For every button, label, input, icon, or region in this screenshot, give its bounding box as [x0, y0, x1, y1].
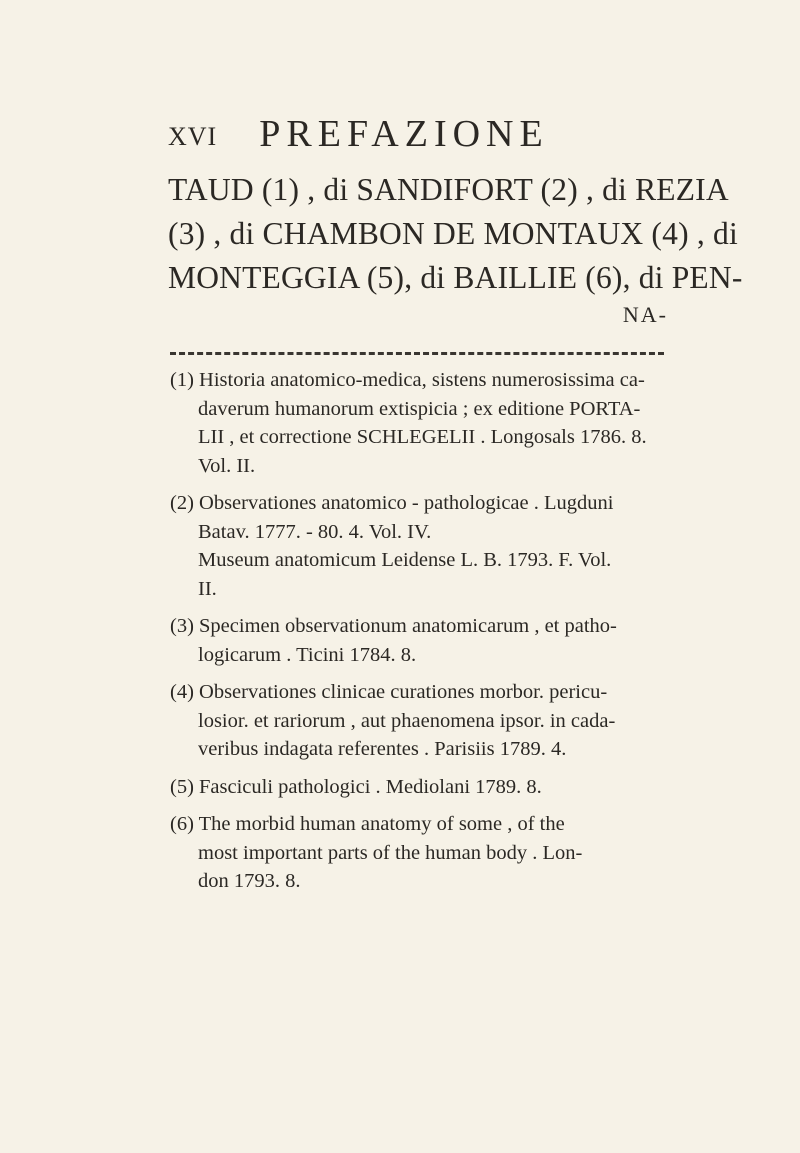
text-line: MONTEGGIA (5), di BAILLIE (6), di PEN-: [168, 260, 743, 295]
footnote-line: Museum anatomicum Leidense L. B. 1793. F. Vol.: [198, 549, 612, 571]
footnote-line: veribus indagata referentes . Parisiis 1789. 4.: [198, 738, 567, 760]
footnote-line: (4) Observationes clinicae curationes morbor. pericu-: [170, 681, 608, 703]
footnote-line: LII , et correctione SCHLEGELII . Longosals 1786. 8.: [198, 426, 647, 448]
footnote-divider: [170, 352, 664, 355]
footnote-line: (5) Fasciculi pathologici . Mediolani 1789. 8.: [170, 775, 542, 798]
footnote-line: (3) Specimen observationum anatomicarum , et patho-: [170, 615, 617, 637]
footnote-line: don 1793. 8.: [198, 870, 301, 892]
footnote-line: losior. et rariorum , aut phaenomena ipsor. in cada-: [198, 709, 616, 732]
footnote-6: [170, 810, 664, 896]
page-number: XVI: [168, 122, 218, 151]
footnote-line: logicarum . Ticini 1784. 8.: [198, 643, 417, 666]
footnote-line: (2) Observationes anatomico - pathologicae . Lugduni: [170, 492, 614, 514]
footnote-line: (6) The morbid human anatomy of some , of the: [170, 813, 565, 835]
main-text: [168, 168, 743, 330]
footnote-line: (1) Historia anatomico-medica, sistens numerosissima ca-: [170, 369, 645, 391]
page-header: [0, 112, 800, 155]
running-title: PREFAZIONE: [259, 113, 549, 155]
footnote-3: [170, 612, 664, 669]
footnote-1: [170, 366, 664, 480]
footnote-line: daverum humanorum extispicia ; ex editione PORTA-: [198, 397, 641, 420]
footnote-line: Batav. 1777. - 80. 4. Vol. IV.: [198, 520, 432, 543]
catchword: NA-: [622, 302, 668, 327]
text-line: (3) , di CHAMBON DE MONTAUX (4) , di: [168, 216, 738, 251]
footnote-5: [170, 773, 664, 802]
footnote-line: Vol. II.: [198, 454, 256, 477]
footnotes: [170, 366, 664, 905]
footnote-line: most important parts of the human body . Lon-: [198, 841, 583, 864]
footnote-4: [170, 678, 664, 764]
footnote-line: II.: [198, 577, 217, 600]
text-line: TAUD (1) , di SANDIFORT (2) , di REZIA: [168, 172, 729, 207]
footnote-2: [170, 489, 664, 603]
